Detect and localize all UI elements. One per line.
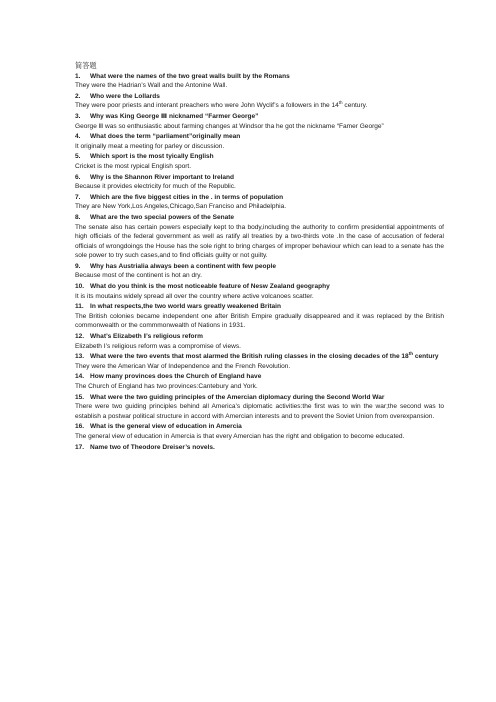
answer-6: Because it provides electricity for much of the Republic. (75, 183, 236, 191)
question-number: 13. (75, 353, 85, 361)
question-12 (75, 332, 444, 342)
question-text: What are the two special powers of the Senate (90, 213, 235, 221)
answer-13: They were the American War of Independence and the French Revolution. (75, 362, 291, 370)
answer-11: The British colonies became independent one after British Empire gradually disappeared and it was replaced by the British commonwealth or the commmonwealth of Nations in 1931. (75, 312, 444, 330)
question-11 (75, 302, 444, 312)
answer-2: They were poor priests and interant preachers who were John Wyclif’s a followers in the 14th century. (75, 100, 368, 110)
question-number: 9. (75, 262, 81, 270)
answer-4: It originally meat a meeting for parley or discussion. (75, 142, 225, 150)
question-text: What does the term “parliament”originally mean (90, 133, 241, 141)
question-number: 17. (75, 443, 85, 451)
question-number: 14. (75, 373, 85, 381)
question-15 (75, 393, 444, 403)
question-2 (75, 92, 444, 102)
answer-7: They are New York,Los Angeles,Chicago,San Franciso and Philadelphia. (75, 203, 287, 211)
question-number: 6. (75, 173, 81, 181)
question-number: 10. (75, 283, 85, 291)
question-number: 4. (75, 133, 81, 141)
question-14 (75, 372, 444, 382)
question-text: What were the names of the two great walls built by the Romans (90, 72, 290, 80)
answer-3: George Ⅲ was so enthusiastic about farming changes at Windsor tha he got the nickname “Famer George” (75, 122, 384, 130)
question-text: What’s Elizabeth Ⅰ’s religious reform (90, 333, 203, 341)
question-text: What were the two events that most alarmed the British ruling classes in the closing decades of the 18th century (90, 351, 439, 361)
question-3 (75, 112, 444, 122)
question-16 (75, 422, 444, 432)
question-number: 15. (75, 393, 85, 401)
question-4 (75, 132, 444, 142)
question-text: Who were the Lollards (90, 92, 160, 100)
question-number: 16. (75, 423, 85, 431)
question-13 (75, 352, 444, 362)
question-text: Why was King George Ⅲ nicknamed “Farmer George” (90, 112, 259, 120)
question-text: What do you think is the most noticeable feature of Nesw Zealand geography (90, 283, 330, 291)
answer-1: They were the Hadrian’s Wall and the Antonine Wall. (75, 82, 228, 90)
answer-10: It is its moutains widely spread all over the country where active volcanoes scatter. (75, 292, 314, 300)
question-9 (75, 262, 444, 272)
question-number: 3. (75, 112, 81, 120)
answer-12: Elizabeth Ⅰ’s religious reform was a compromise of views. (75, 342, 241, 350)
answer-15: There were two guiding principles behind all America’s diplomatic activities:the first was to win the war;the second was to establish a postwar political structure in accord with Amercian interests and to prevent the Soviet Union from overexpansion. (75, 403, 444, 420)
question-text: In what respects,the two world wars greatly weakened Britain (90, 303, 282, 311)
question-number: 8. (75, 213, 81, 221)
answer-9: Because most of the continent is hot an dry. (75, 272, 202, 280)
question-text: What is the general view of education in Amercia (90, 423, 242, 431)
question-8 (75, 213, 444, 223)
question-number: 1. (75, 72, 81, 80)
question-number: 11. (75, 303, 84, 311)
question-text: Which are the five biggest cities in the . in terms of population (90, 193, 284, 201)
question-text: Which sport is the most tyically English (90, 153, 214, 161)
items-container (75, 72, 444, 453)
answer-8: The senate also has certain powers especially kept to tha body,including the authority to confirm presidential appointments of high officials of the federal government as well as ratify all treaties by a two-thirds vote .In the case of accusation of federal officials of wrongdoings the House has the sole right to bring charges of improper behaviour which can lead to a senate has the sole power to try such cases,and to find officials guilty or not guilty. (75, 223, 444, 260)
question-text: Why has Austrialia always been a continent with few people (90, 262, 277, 270)
question-7 (75, 193, 444, 203)
question-text: Why is the Shannon River important to Ireland (90, 173, 235, 181)
answer-5: Cricket is the most rypical English sport. (75, 162, 192, 170)
question-5 (75, 152, 444, 162)
qa-list (75, 61, 444, 452)
question-number: 2. (75, 92, 81, 100)
question-number: 5. (75, 153, 81, 161)
question-text: Name two of Theodore Dreiser’s novels. (90, 443, 215, 451)
question-1 (75, 72, 444, 82)
question-text: How many provinces does the Church of England have (90, 373, 262, 381)
question-6 (75, 173, 444, 183)
question-number: 12. (75, 333, 85, 341)
question-17 (75, 443, 444, 453)
section-heading: 简答题 (75, 61, 97, 70)
question-number: 7. (75, 193, 81, 201)
answer-16: The general view of education in Amercia is that every Amercian has the right and obligation to become educated. (75, 432, 405, 440)
answer-14: The Church of England has two provinces:Cantebury and York. (75, 383, 258, 390)
question-10 (75, 282, 444, 292)
question-text: What were the two guiding principles of the Amercian diplomacy during the Second World War (90, 393, 385, 401)
